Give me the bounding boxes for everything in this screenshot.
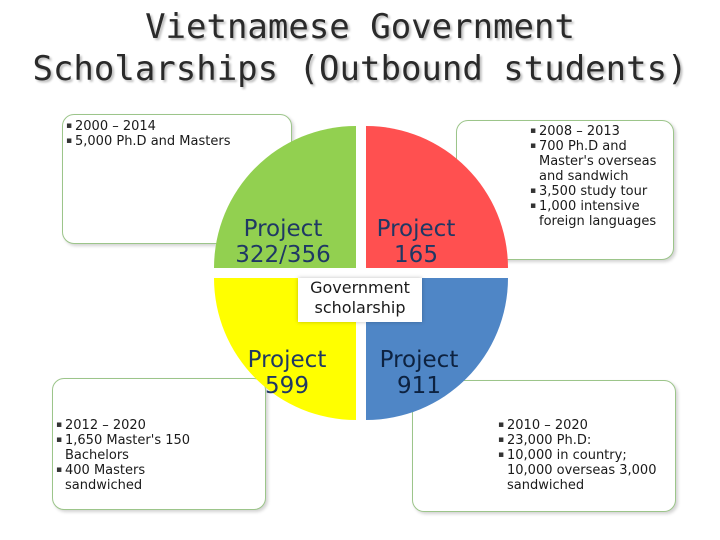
bullet-item: ▪ 400 Masters sandwiched bbox=[56, 463, 196, 493]
bullets-project-165 bbox=[530, 124, 670, 229]
center-label bbox=[298, 278, 422, 322]
bullets-project-599 bbox=[56, 418, 196, 493]
label-project-165-line2: 165 bbox=[394, 242, 438, 268]
label-project-911-line2: 911 bbox=[397, 373, 441, 399]
label-project-911 bbox=[344, 347, 494, 399]
bullet-item: ▪ 10,000 in country; 10,000 overseas 3,000 sandwiched bbox=[498, 448, 670, 493]
label-project-322-line2: 322/356 bbox=[235, 242, 331, 268]
label-project-599-line2: 599 bbox=[265, 373, 309, 399]
bullet-item: ▪ 2000 – 2014 bbox=[66, 119, 236, 134]
bullets-project-322 bbox=[66, 119, 236, 149]
bullet-item: ▪ 700 Ph.D and Master's overseas and sandwich bbox=[530, 139, 670, 184]
bullet-item: ▪ 3,500 study tour bbox=[530, 184, 670, 199]
label-project-599-line1: Project bbox=[247, 347, 327, 373]
label-project-165 bbox=[341, 216, 491, 268]
bullet-item: ▪ 1,000 intensive foreign languages bbox=[530, 199, 670, 229]
bullet-item: ▪ 2012 – 2020 bbox=[56, 418, 196, 433]
bullet-item: ▪ 5,000 Ph.D and Masters bbox=[66, 134, 236, 149]
title-line-1: Vietnamese Government bbox=[145, 7, 575, 47]
label-project-165-line1: Project bbox=[376, 216, 456, 242]
bullet-item: ▪ 2010 – 2020 bbox=[498, 418, 670, 433]
label-project-911-line1: Project bbox=[379, 347, 459, 373]
label-project-322 bbox=[208, 216, 358, 268]
bullet-item: ▪ 23,000 Ph.D: bbox=[498, 433, 670, 448]
bullet-item: ▪ 2008 – 2013 bbox=[530, 124, 670, 139]
bullet-item: ▪ 1,650 Master's 150 Bachelors bbox=[56, 433, 196, 463]
bullets-project-911 bbox=[498, 418, 670, 493]
title-line-2: Scholarships (Outbound students) bbox=[32, 49, 688, 89]
label-project-322-line1: Project bbox=[243, 216, 323, 242]
center-label-line1: Government bbox=[310, 278, 410, 297]
center-label-line2: scholarship bbox=[314, 298, 406, 317]
label-project-599 bbox=[212, 347, 362, 399]
